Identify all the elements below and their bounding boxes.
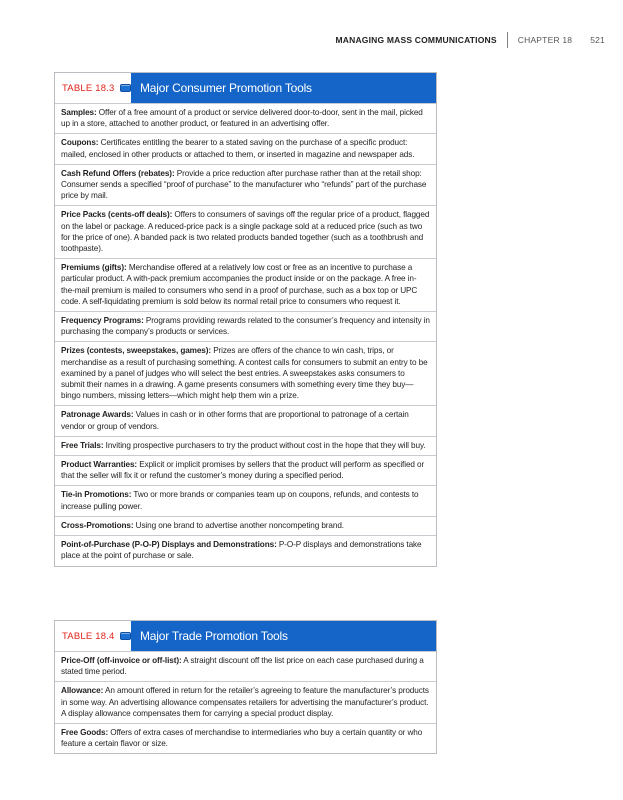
table-body bbox=[55, 651, 436, 753]
row-term: Cash Refund Offers (rebates): bbox=[61, 168, 175, 178]
table-row bbox=[55, 405, 436, 435]
table-title: Major Trade Promotion Tools bbox=[131, 621, 436, 651]
running-head-chapter: CHAPTER 18 bbox=[517, 35, 573, 45]
table-number: TABLE 18.4 bbox=[62, 630, 115, 642]
table-consumer-promotion-tools bbox=[54, 72, 437, 567]
table-row bbox=[55, 103, 436, 133]
row-term: Point-of-Purchase (P-O-P) Displays and Demonstrations: bbox=[61, 540, 277, 550]
table-row bbox=[55, 258, 436, 311]
row-text: An amount offered in return for the retailer’s agreeing to feature the manufacturer’s products in some way. An advertising allowance compensates retailers for advertising the manufacturer’s product. A display allowance compensates them for carrying a special product display. bbox=[61, 686, 429, 718]
row-text: Values in cash or in other forms that are proportional to patronage of a certain vendor or group of vendors. bbox=[61, 410, 409, 431]
row-term: Price Packs (cents-off deals): bbox=[61, 210, 173, 220]
row-text: Offer of a free amount of a product or service delivered door-to-door, sent in the mail, picked up in a store, attached to another product, or featured in an advertising offer. bbox=[61, 108, 423, 129]
row-text: Programs providing rewards related to the consumer’s frequency and intensity in purchasing the company’s products or services. bbox=[61, 316, 430, 337]
row-text: Merchandise offered at a relatively low cost or free as an incentive to purchase a particular product. A with-pack premium accompanies the product inside or on the package. A free in-the-mail premium is mailed to consumers who send in a proof of purchase, such as a box top or UPC code. A self-liquidating premium is sold below its normal retail price to consumers who request it. bbox=[61, 263, 418, 306]
row-text: Certificates entitling the bearer to a stated saving on the purchase of a specific product: mailed, enclosed in other products or attached to them, or inserted in magazine and newspaper ads. bbox=[61, 138, 415, 159]
table-row bbox=[55, 164, 436, 206]
table-row bbox=[55, 651, 436, 681]
table-row bbox=[55, 133, 436, 163]
row-term: Frequency Programs: bbox=[61, 316, 144, 326]
row-text: Offers to consumers of savings off the regular price of a product, flagged on the label or package. A reduced-price pack is a single package sold at a reduced price (such as two for the price of one). A banded pack is two related products banded together (such as a toothbrush and toothpaste). bbox=[61, 210, 430, 254]
row-text: Two or more brands or companies team up on coupons, refunds, and contests to increase pulling power. bbox=[61, 490, 419, 511]
row-term: Cross-Promotions: bbox=[61, 520, 134, 530]
running-head-divider bbox=[507, 32, 508, 48]
table-tab-icon bbox=[120, 632, 131, 640]
table-label bbox=[55, 621, 131, 651]
row-term: Samples: bbox=[61, 108, 97, 117]
table-row bbox=[55, 723, 436, 753]
table-number: TABLE 18.3 bbox=[62, 82, 115, 94]
row-term: Free Goods: bbox=[61, 728, 109, 738]
table-row bbox=[55, 341, 436, 405]
table-row bbox=[55, 205, 436, 258]
table-row bbox=[55, 311, 436, 341]
table-row bbox=[55, 681, 436, 723]
table-header bbox=[55, 621, 436, 651]
row-term: Free Trials: bbox=[61, 440, 104, 450]
table-header bbox=[55, 73, 436, 103]
running-head-title: MANAGING MASS COMMUNICATIONS bbox=[335, 35, 497, 45]
row-text: P-O-P displays and demonstrations take place at the point of purchase or sale. bbox=[61, 540, 422, 561]
row-term: Coupons: bbox=[61, 138, 99, 148]
row-text: Inviting prospective purchasers to try the product without cost in the hope that they will buy. bbox=[103, 440, 426, 450]
table-row bbox=[55, 455, 436, 485]
row-term: Price-Off (off-invoice or off-list): bbox=[61, 656, 182, 665]
table-row bbox=[55, 535, 436, 565]
row-term: Patronage Awards: bbox=[61, 410, 134, 420]
running-head bbox=[335, 32, 605, 48]
row-text: Offers of extra cases of merchandise to intermediaries who buy a certain quantity or who feature a certain flavor or size. bbox=[61, 728, 423, 749]
row-text: A straight discount off the list price on each case purchased during a stated time period. bbox=[61, 656, 424, 677]
row-term: Premiums (gifts): bbox=[61, 263, 127, 273]
row-term: Product Warranties: bbox=[61, 460, 138, 470]
row-text: Explicit or implicit promises by sellers that the product will perform as specified or that the seller will fix it or refund the customer’s money during a specified period. bbox=[61, 460, 425, 481]
table-tab-icon bbox=[120, 84, 131, 92]
row-term: Prizes (contests, sweepstakes, games): bbox=[61, 346, 212, 356]
table-body bbox=[55, 103, 436, 566]
row-term: Allowance: bbox=[61, 686, 104, 696]
table-trade-promotion-tools bbox=[54, 620, 437, 754]
table-row bbox=[55, 436, 436, 455]
table-label bbox=[55, 73, 131, 103]
table-row bbox=[55, 516, 436, 535]
row-text: Prizes are offers of the chance to win cash, trips, or merchandise as a result of purchasing something. A contest calls for consumers to submit an entry to be examined by a panel of judges who will select the best entries. A sweepstakes asks consumers to submit their names in a drawing. A game presents consumers with something every time they buy—bingo numbers, missing letters—which might help them win a prize. bbox=[61, 346, 428, 401]
row-term: Tie-in Promotions: bbox=[61, 490, 132, 500]
row-text: Using one brand to advertise another noncompeting brand. bbox=[133, 520, 344, 530]
page-number: 521 bbox=[590, 35, 605, 45]
row-text: Provide a price reduction after purchase rather than at the retail shop: Consumer sends a specified “proof of purchase” to the manufacturer who “refunds” part of the purchase price by mail. bbox=[61, 168, 427, 201]
table-title: Major Consumer Promotion Tools bbox=[131, 73, 436, 103]
table-row bbox=[55, 485, 436, 515]
